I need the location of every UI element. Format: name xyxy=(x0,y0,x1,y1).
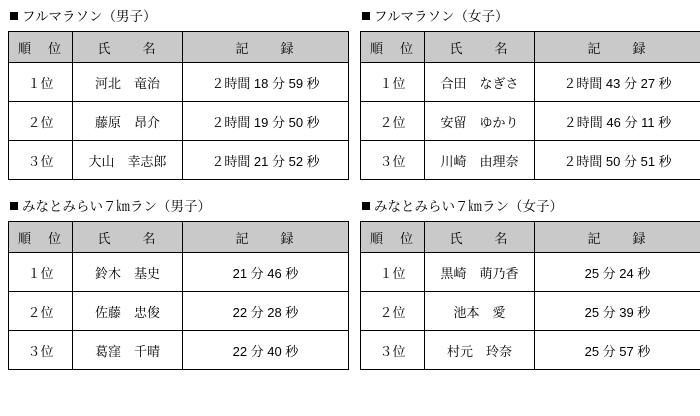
cell-rank: ３位 xyxy=(361,331,425,370)
table-header-row xyxy=(361,222,700,253)
cell-time: 21 分 46 秒 xyxy=(183,253,349,292)
cell-rank: ３位 xyxy=(9,141,73,180)
block-title-text: みなとみらい７㎞ラン（女子） xyxy=(374,199,563,214)
cell-name: 川崎 由理奈 xyxy=(425,141,535,180)
block-title xyxy=(362,8,700,26)
result-block-full-marathon-men xyxy=(8,8,348,180)
table-row xyxy=(9,331,349,370)
table-row xyxy=(361,102,700,141)
block-title-text: みなとみらい７㎞ラン（男子） xyxy=(22,199,211,214)
table-header-row xyxy=(9,222,349,253)
block-title-text: フルマラソン（女子） xyxy=(374,9,509,24)
column-header-rank: 順 位 xyxy=(361,32,425,63)
results-grid xyxy=(8,8,692,370)
cell-rank: ２位 xyxy=(9,292,73,331)
table-row xyxy=(361,253,700,292)
result-block-full-marathon-women xyxy=(360,8,700,180)
cell-name: 安留 ゆかり xyxy=(425,102,535,141)
column-header-name: 氏 名 xyxy=(425,32,535,63)
table-row xyxy=(361,331,700,370)
cell-rank: ３位 xyxy=(361,141,425,180)
result-block-7km-men xyxy=(8,198,348,370)
bullet-square-icon xyxy=(362,12,370,20)
table-row xyxy=(361,141,700,180)
results-table xyxy=(360,31,700,180)
cell-time: ２時間 43 分 27 秒 xyxy=(535,63,700,102)
table-header-row xyxy=(361,32,700,63)
cell-rank: ２位 xyxy=(361,102,425,141)
cell-name: 村元 玲奈 xyxy=(425,331,535,370)
table-row xyxy=(361,63,700,102)
cell-rank: １位 xyxy=(361,253,425,292)
cell-name: 合田 なぎさ xyxy=(425,63,535,102)
cell-name: 大山 幸志郎 xyxy=(73,141,183,180)
cell-name: 葛窪 千晴 xyxy=(73,331,183,370)
cell-time: ２時間 18 分 59 秒 xyxy=(183,63,349,102)
block-title xyxy=(10,198,348,216)
cell-rank: １位 xyxy=(361,63,425,102)
bullet-square-icon xyxy=(10,202,18,210)
cell-time: 22 分 28 秒 xyxy=(183,292,349,331)
cell-name: 黒崎 萌乃香 xyxy=(425,253,535,292)
results-table xyxy=(360,221,700,370)
column-header-rank: 順 位 xyxy=(361,222,425,253)
column-header-name: 氏 名 xyxy=(425,222,535,253)
bullet-square-icon xyxy=(10,12,18,20)
table-row xyxy=(9,292,349,331)
block-title xyxy=(10,8,348,26)
cell-time: 25 分 57 秒 xyxy=(535,331,700,370)
cell-rank: ２位 xyxy=(9,102,73,141)
cell-time: 25 分 24 秒 xyxy=(535,253,700,292)
cell-name: 河北 竜治 xyxy=(73,63,183,102)
column-header-time: 記 録 xyxy=(535,222,700,253)
block-title-text: フルマラソン（男子） xyxy=(22,9,157,24)
table-row xyxy=(9,141,349,180)
cell-time: ２時間 19 分 50 秒 xyxy=(183,102,349,141)
column-header-name: 氏 名 xyxy=(73,32,183,63)
column-header-time: 記 録 xyxy=(183,32,349,63)
column-header-time: 記 録 xyxy=(535,32,700,63)
table-row xyxy=(9,63,349,102)
cell-rank: １位 xyxy=(9,63,73,102)
results-table xyxy=(8,31,349,180)
cell-rank: ３位 xyxy=(9,331,73,370)
block-title xyxy=(362,198,700,216)
bullet-square-icon xyxy=(362,202,370,210)
results-table xyxy=(8,221,349,370)
column-header-rank: 順 位 xyxy=(9,222,73,253)
cell-time: 22 分 40 秒 xyxy=(183,331,349,370)
cell-name: 佐藤 忠俊 xyxy=(73,292,183,331)
cell-time: ２時間 21 分 52 秒 xyxy=(183,141,349,180)
cell-name: 藤原 昂介 xyxy=(73,102,183,141)
cell-name: 池本 愛 xyxy=(425,292,535,331)
table-row xyxy=(9,102,349,141)
cell-time: ２時間 46 分 11 秒 xyxy=(535,102,700,141)
cell-time: 25 分 39 秒 xyxy=(535,292,700,331)
table-header-row xyxy=(9,32,349,63)
cell-rank: １位 xyxy=(9,253,73,292)
column-header-rank: 順 位 xyxy=(9,32,73,63)
result-block-7km-women xyxy=(360,198,700,370)
column-header-name: 氏 名 xyxy=(73,222,183,253)
cell-rank: ２位 xyxy=(361,292,425,331)
column-header-time: 記 録 xyxy=(183,222,349,253)
cell-time: ２時間 50 分 51 秒 xyxy=(535,141,700,180)
table-row xyxy=(361,292,700,331)
table-row xyxy=(9,253,349,292)
cell-name: 鈴木 基史 xyxy=(73,253,183,292)
